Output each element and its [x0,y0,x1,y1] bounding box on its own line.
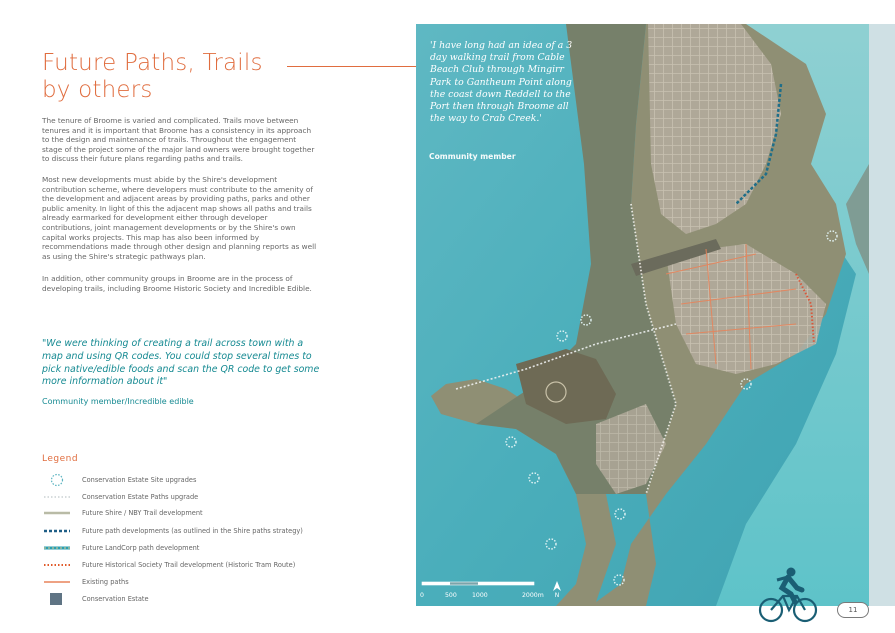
legend-label: Future Shire / NBY Trail development [82,509,203,517]
scale-label: 0 [420,592,424,599]
scale-label: 500 [445,592,457,599]
teal-line-icon [42,541,72,555]
legend-item [42,524,342,538]
body-paragraph-3: In addition, other community groups in Broome are in the process of developing trails, including Broome Historic Society and Incredible Edible. [42,274,312,293]
light-dotted-line-icon [42,490,72,504]
legend-item [42,506,342,520]
side-strip [869,24,895,606]
map-panel[interactable] [416,24,869,606]
map-quote: 'I have long had an idea of a 3 day walking trail from Cable Beach Club through Mingirr Park to Gantheum Point along the coast down Reddell to the Port then through Broome all the way to Crab Creek.' [430,40,573,125]
legend-item [42,490,342,504]
body-paragraph-2: Most new developments must abide by the Shire's development contribution scheme, where developers must contribute to the amenity of the development and adjacent areas by providing paths, parks and other public amenity. In light of this the adjacent map shows all paths and trails already earmarked for development either through developer contributions, joint management developments or by the Shire's own capital works projects. This map has also been informed by recommendations made through other design and planning reports as well as using the Shire's strategic pathways plan. [42,175,317,261]
legend-item [42,558,342,572]
dashed-blue-line-icon [42,524,72,538]
dotted-orange-line-icon [42,558,72,572]
scale-label: 2000m [522,592,544,599]
legend-item [42,541,342,555]
north-label: N [554,592,560,599]
grey-line-icon [42,506,72,520]
scale-label: 1000 [472,592,488,599]
legend-label: Conservation Estate Paths upgrade [82,493,199,501]
legend-item [42,575,342,589]
legend-label: Conservation Estate [82,595,149,603]
map-quote-attribution: Community member [429,152,516,161]
page-number: 11 [837,602,869,618]
legend-label: Future Historical Society Trail development (Historic Tram Route) [82,561,296,569]
page-title: Future Paths, Trails by others [42,50,263,103]
legend-label: Existing paths [82,578,129,586]
community-quote: "We were thinking of creating a trail across town with a map and using QR codes. You could stop several times to pick native/edible foods and scan the QR code to get some more information about it" [42,338,320,388]
cyclist-icon [757,566,819,626]
scale-bar [420,579,550,603]
legend-title: Legend [42,454,79,464]
grey-square-icon [42,592,72,606]
north-arrow-icon [551,580,563,602]
legend-label: Conservation Estate Site upgrades [82,476,197,484]
title-rule [287,66,419,67]
legend-label: Future path developments (as outlined in the Shire paths strategy) [82,527,303,535]
community-quote-attribution: Community member/Incredible edible [42,397,194,406]
body-paragraph-1: The tenure of Broome is varied and complicated. Trails move between tenures and it is important that Broome has a consistency in its approach to the design and maintenance of trails. Throughout the engagement stage of the project some of the major land owners were brought together to discuss their future plans regarding paths and trails. [42,116,315,164]
dotted-circle-icon [42,473,72,487]
legend-item [42,592,342,606]
legend-label: Future LandCorp path development [82,544,200,552]
orange-line-icon [42,575,72,589]
legend-item [42,473,342,487]
